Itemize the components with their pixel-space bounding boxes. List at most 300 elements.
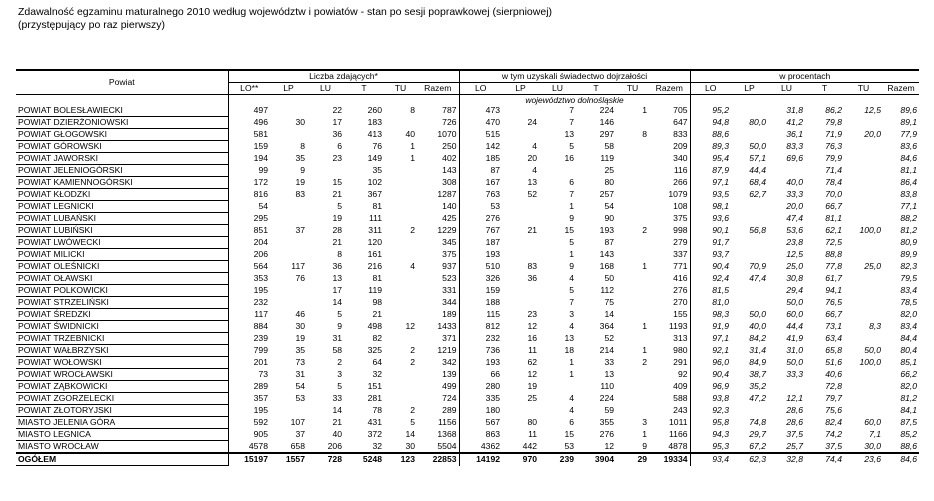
powiat-name: POWIAT POLKOWICKI bbox=[16, 285, 228, 297]
table-row bbox=[16, 153, 919, 165]
zdajacych-cell: 564 bbox=[228, 261, 270, 273]
swiadectwo-cell: 7 bbox=[569, 117, 575, 127]
swiadectwo-cell: 90 bbox=[604, 213, 615, 223]
swiadectwo-cell bbox=[616, 177, 649, 189]
procent-cell bbox=[731, 237, 768, 249]
swiadectwo-cell bbox=[616, 249, 649, 261]
zdajacych-cell: 1156 bbox=[438, 417, 457, 427]
swiadectwo-cell bbox=[502, 405, 539, 417]
procent-cell: 44,4 bbox=[749, 165, 767, 175]
swiadectwo-cell: 7 bbox=[569, 105, 575, 116]
zdajacych-cell: 367 bbox=[367, 189, 382, 199]
subheader-zdajacych-4: TU bbox=[384, 83, 417, 95]
procent-cell: 25,0 bbox=[786, 261, 804, 271]
swiadectwo-cell bbox=[616, 273, 649, 285]
swiadectwo-cell: 980 bbox=[673, 345, 688, 355]
procent-cell bbox=[844, 153, 883, 165]
powiat-name: POWIAT LWÓWECKI bbox=[16, 237, 228, 249]
zdajacych-cell: 40 bbox=[405, 129, 415, 139]
procent-cell: 25,0 bbox=[864, 261, 882, 271]
table-row bbox=[16, 429, 919, 441]
powiat-name: POWIAT WAŁBRZYSKI bbox=[16, 345, 228, 357]
zdajacych-cell bbox=[270, 405, 307, 417]
swiadectwo-cell: 1 bbox=[569, 357, 575, 367]
procent-cell: 28,6 bbox=[786, 417, 804, 427]
procent-cell: 66,7 bbox=[825, 201, 843, 211]
zdajacych-cell: 73 bbox=[295, 357, 305, 367]
procent-cell: 65,8 bbox=[825, 345, 843, 355]
total-row bbox=[16, 453, 919, 466]
region-name-cell bbox=[16, 95, 228, 106]
swiadectwo-cell: 9 bbox=[569, 261, 575, 271]
swiadectwo-cell: 6 bbox=[569, 417, 575, 427]
swiadectwo-cell: 180 bbox=[459, 405, 502, 417]
procent-cell bbox=[731, 249, 768, 261]
zdajacych-cell: 581 bbox=[228, 129, 270, 141]
table-row bbox=[16, 441, 919, 454]
procent-cell: 29,4 bbox=[786, 285, 804, 295]
procent-cell: 40,0 bbox=[786, 177, 804, 187]
swiadectwo-cell: 1 bbox=[569, 369, 575, 379]
swiadectwo-cell: 409 bbox=[673, 381, 688, 391]
swiadectwo-cell: 515 bbox=[459, 129, 502, 141]
powiat-name: POWIAT ŚREDZKI bbox=[16, 309, 228, 321]
zdajacych-cell: 6 bbox=[337, 141, 342, 151]
swiadectwo-cell: 266 bbox=[673, 177, 688, 187]
swiadectwo-cell: 87 bbox=[604, 237, 615, 247]
zdajacych-cell: 2 bbox=[410, 405, 415, 415]
table-row bbox=[16, 285, 919, 297]
swiadectwo-cell: 33 bbox=[604, 357, 615, 367]
zdajacych-cell: 308 bbox=[442, 177, 457, 187]
subheader-procent-3: T bbox=[805, 83, 844, 95]
procent-cell: 41,9 bbox=[786, 333, 804, 343]
procent-cell: 70,0 bbox=[825, 189, 843, 199]
procent-cell: 25,7 bbox=[786, 440, 804, 451]
swiadectwo-cell: 3 bbox=[569, 309, 575, 319]
procent-cell: 50,0 bbox=[786, 297, 804, 307]
zdajacych-cell bbox=[384, 309, 417, 321]
powiat-name: POWIAT LEGNICKI bbox=[16, 201, 228, 213]
zdajacych-cell bbox=[384, 249, 417, 261]
swiadectwo-cell: 280 bbox=[459, 381, 502, 393]
zdajacych-cell: 14 bbox=[332, 405, 342, 415]
zdajacych-cell: 592 bbox=[228, 417, 270, 429]
swiadectwo-cell: 13 bbox=[564, 129, 575, 139]
zdajacych-cell: 431 bbox=[367, 417, 382, 427]
swiadectwo-cell bbox=[616, 381, 649, 393]
procent-cell: 35,2 bbox=[749, 381, 767, 391]
powiat-name: POWIAT LUBIŃSKI bbox=[16, 225, 228, 237]
procent-cell: 92,3 bbox=[690, 405, 731, 417]
procent-cell: 66,2 bbox=[900, 369, 918, 379]
swiadectwo-cell bbox=[502, 237, 539, 249]
procent-cell: 29,7 bbox=[749, 429, 767, 439]
swiadectwo-cell bbox=[616, 333, 649, 345]
procent-cell: 90,4 bbox=[690, 261, 731, 273]
zdajacych-cell: 32 bbox=[372, 369, 382, 379]
procent-cell: 78,4 bbox=[825, 177, 843, 187]
zdajacych-cell: 161 bbox=[367, 249, 382, 259]
procent-cell bbox=[844, 201, 883, 213]
zdajacych-cell: 151 bbox=[367, 381, 382, 391]
swiadectwo-cell: 1079 bbox=[668, 189, 688, 199]
table-row bbox=[16, 381, 919, 393]
swiadectwo-cell: 155 bbox=[673, 309, 688, 319]
procent-cell: 97,1 bbox=[690, 177, 731, 189]
table-row bbox=[16, 261, 919, 273]
zdajacych-cell: 31 bbox=[295, 369, 305, 379]
table-row bbox=[16, 297, 919, 309]
swiadectwo-cell: 108 bbox=[673, 201, 688, 211]
swiadectwo-cell: 812 bbox=[459, 321, 502, 333]
procent-cell bbox=[731, 213, 768, 225]
zdajacych-cell: 36 bbox=[332, 261, 342, 271]
zdajacych-cell: 905 bbox=[228, 429, 270, 441]
zdajacych-cell bbox=[270, 249, 307, 261]
procent-cell: 50,0 bbox=[864, 345, 882, 355]
zdajacych-cell: 120 bbox=[367, 237, 382, 247]
zdajacych-cell: 787 bbox=[442, 105, 457, 116]
subheader-swiadectwo-1: LP bbox=[502, 83, 539, 95]
zdajacych-cell: 799 bbox=[228, 345, 270, 357]
zdajacych-cell: 1 bbox=[410, 141, 415, 151]
swiadectwo-cell: 12 bbox=[604, 440, 615, 451]
zdajacych-cell: 46 bbox=[295, 309, 305, 319]
procent-cell: 89,9 bbox=[900, 249, 918, 259]
swiadectwo-cell: 20 bbox=[527, 153, 538, 163]
zdajacych-cell: 3 bbox=[337, 369, 342, 379]
swiadectwo-cell: 119 bbox=[600, 153, 615, 163]
swiadectwo-cell: 193 bbox=[459, 357, 502, 369]
table-row bbox=[16, 393, 919, 405]
zdajacych-cell: 99 bbox=[228, 165, 270, 177]
table-row bbox=[16, 321, 919, 333]
procent-cell: 90,1 bbox=[690, 225, 731, 237]
swiadectwo-cell: 4 bbox=[569, 321, 575, 331]
zdajacych-cell: 204 bbox=[228, 237, 270, 249]
procent-cell: 82,3 bbox=[900, 261, 918, 271]
table-row bbox=[16, 189, 919, 201]
zdajacych-cell bbox=[384, 333, 417, 345]
procent-cell: 79,5 bbox=[900, 273, 918, 283]
zdajacych-cell: 111 bbox=[368, 213, 382, 223]
swiadectwo-cell: 23 bbox=[527, 309, 538, 319]
swiadectwo-cell: 115 bbox=[459, 309, 502, 321]
procent-cell: 82,0 bbox=[900, 309, 918, 319]
swiadectwo-cell bbox=[539, 165, 576, 177]
swiadectwo-cell: 7 bbox=[569, 189, 575, 199]
zdajacych-cell: 851 bbox=[228, 225, 270, 237]
swiadectwo-cell: 168 bbox=[599, 261, 615, 271]
powiat-name: POWIAT DZIERŻONIOWSKI bbox=[16, 117, 228, 129]
procent-cell: 98,3 bbox=[690, 309, 731, 321]
swiadectwo-cell bbox=[502, 129, 539, 141]
swiadectwo-cell: 224 bbox=[599, 105, 615, 116]
swiadectwo-cell: 4 bbox=[532, 165, 538, 175]
procent-cell: 37,5 bbox=[786, 429, 804, 439]
swiadectwo-cell: 364 bbox=[599, 321, 615, 331]
swiadectwo-cell: 763 bbox=[459, 189, 502, 201]
powiat-name: POWIAT GÓROWSKI bbox=[16, 141, 228, 153]
zdajacych-cell bbox=[384, 273, 417, 285]
zdajacych-cell: 37 bbox=[295, 225, 305, 235]
swiadectwo-cell: 53 bbox=[459, 201, 502, 213]
powiat-name: POWIAT MILICKI bbox=[16, 249, 228, 261]
zdajacych-cell: 295 bbox=[228, 213, 270, 225]
zdajacych-cell: 375 bbox=[442, 249, 457, 259]
swiadectwo-cell: 270 bbox=[673, 297, 688, 307]
swiadectwo-cell: 146 bbox=[599, 117, 615, 127]
swiadectwo-cell: 771 bbox=[673, 261, 688, 271]
procent-cell: 63,4 bbox=[825, 333, 843, 343]
procent-cell: 95,2 bbox=[690, 105, 731, 117]
table-body bbox=[16, 95, 919, 466]
procent-cell: 96,0 bbox=[690, 357, 731, 369]
swiadectwo-cell: 5 bbox=[569, 141, 575, 151]
swiadectwo-cell: 7 bbox=[569, 297, 575, 307]
procent-cell: 31,4 bbox=[749, 345, 767, 355]
header-group-procent: w procentach bbox=[690, 70, 919, 83]
zdajacych-cell: 2 bbox=[410, 225, 415, 235]
procent-cell: 72,8 bbox=[825, 381, 843, 391]
table-row bbox=[16, 237, 919, 249]
zdajacych-cell: 345 bbox=[442, 237, 457, 247]
table-row bbox=[16, 117, 919, 129]
procent-cell: 93,5 bbox=[690, 189, 731, 201]
swiadectwo-cell: 21 bbox=[527, 225, 538, 235]
procent-cell: 47,4 bbox=[749, 273, 767, 283]
zdajacych-cell: 9 bbox=[337, 321, 342, 331]
title-line-1: Zdawalność egzaminu maturalnego 2010 według województw i powiatów - stan po sesji poprawkowej (sierpniowej) bbox=[18, 6, 553, 18]
procent-cell: 81,1 bbox=[825, 213, 843, 223]
procent-cell bbox=[844, 405, 883, 417]
zdajacych-cell: 76 bbox=[295, 273, 305, 283]
procent-cell: 79,7 bbox=[825, 393, 843, 403]
swiadectwo-cell: 970 bbox=[502, 453, 539, 466]
zdajacych-cell: 102 bbox=[367, 177, 382, 187]
zdajacych-cell: 1433 bbox=[437, 321, 457, 331]
powiat-name: OGÓŁEM bbox=[16, 453, 228, 466]
procent-cell: 80,4 bbox=[900, 345, 918, 355]
swiadectwo-cell: 4362 bbox=[459, 441, 502, 454]
swiadectwo-cell: 12 bbox=[527, 321, 538, 331]
procent-cell bbox=[844, 393, 883, 405]
procent-cell: 84,6 bbox=[883, 453, 919, 466]
swiadectwo-cell: 473 bbox=[459, 105, 502, 117]
zdajacych-cell: 36 bbox=[332, 129, 342, 139]
procent-cell bbox=[844, 177, 883, 189]
procent-cell: 84,1 bbox=[900, 405, 918, 415]
zdajacych-cell: 816 bbox=[228, 189, 270, 201]
procent-cell: 83,4 bbox=[900, 321, 918, 331]
zdajacych-cell: 658 bbox=[290, 440, 305, 451]
table-row bbox=[16, 213, 919, 225]
zdajacych-cell: 1219 bbox=[437, 345, 457, 355]
swiadectwo-cell: 80 bbox=[527, 417, 538, 427]
swiadectwo-cell: 1166 bbox=[669, 429, 688, 439]
zdajacych-cell: 1229 bbox=[437, 225, 457, 235]
procent-cell: 93,7 bbox=[690, 249, 731, 261]
procent-cell: 50,0 bbox=[786, 357, 804, 367]
zdajacych-cell bbox=[384, 237, 417, 249]
procent-cell: 79,9 bbox=[825, 153, 843, 163]
swiadectwo-cell: 11 bbox=[528, 345, 538, 355]
swiadectwo-cell: 62 bbox=[527, 357, 538, 367]
zdajacych-cell: 78 bbox=[372, 405, 382, 415]
zdajacych-cell: 260 bbox=[367, 105, 382, 116]
procent-cell: 36,1 bbox=[786, 129, 804, 139]
zdajacych-cell bbox=[307, 165, 344, 177]
procent-cell: 93,8 bbox=[690, 393, 731, 405]
swiadectwo-cell bbox=[616, 153, 649, 165]
zdajacych-cell: 1368 bbox=[437, 429, 457, 439]
powiat-name: POWIAT KAMIENNOGÓRSKI bbox=[16, 177, 228, 189]
powiat-name: POWIAT ZGORZELECKI bbox=[16, 393, 228, 405]
swiadectwo-cell: 52 bbox=[604, 333, 615, 343]
subheader-procent-0: LO bbox=[690, 83, 731, 95]
procent-cell: 61,7 bbox=[825, 273, 843, 283]
swiadectwo-cell: 1 bbox=[642, 105, 648, 116]
zdajacych-cell: 5 bbox=[337, 309, 342, 319]
subheader-procent-5: Razem bbox=[883, 83, 919, 95]
procent-cell: 67,2 bbox=[749, 440, 767, 451]
procent-cell: 12,5 bbox=[786, 249, 804, 259]
zdajacych-cell: 201 bbox=[228, 357, 270, 369]
procent-cell: 87,9 bbox=[690, 165, 731, 177]
zdajacych-cell bbox=[270, 285, 307, 297]
swiadectwo-cell: 313 bbox=[673, 333, 688, 343]
zdajacych-cell: 139 bbox=[442, 369, 457, 379]
procent-cell bbox=[844, 285, 883, 297]
zdajacych-cell: 5 bbox=[337, 381, 342, 391]
swiadectwo-cell: 143 bbox=[599, 249, 615, 259]
swiadectwo-cell: 705 bbox=[673, 105, 688, 116]
zdajacych-cell: 342 bbox=[442, 357, 457, 367]
swiadectwo-cell: 1 bbox=[569, 201, 575, 211]
procent-cell: 73,1 bbox=[825, 321, 843, 331]
zdajacych-cell: 232 bbox=[228, 297, 270, 309]
results-table bbox=[16, 69, 919, 466]
swiadectwo-cell: 1 bbox=[642, 321, 648, 331]
zdajacych-cell: 19 bbox=[295, 333, 305, 343]
procent-cell: 74,2 bbox=[825, 429, 843, 439]
region-label: województwo dolnośląskie bbox=[459, 95, 690, 106]
procent-cell: 23,6 bbox=[844, 453, 883, 466]
procent-cell: 23,8 bbox=[786, 237, 804, 247]
procent-cell: 96,9 bbox=[690, 381, 731, 393]
zdajacych-cell bbox=[384, 189, 417, 201]
procent-cell: 68,4 bbox=[749, 177, 767, 187]
swiadectwo-cell: 416 bbox=[673, 273, 688, 283]
procent-cell: 90,4 bbox=[690, 369, 731, 381]
subheader-zdajacych-0: LO** bbox=[228, 83, 270, 95]
procent-cell: 83,4 bbox=[900, 285, 918, 295]
subheader-swiadectwo-5: Razem bbox=[649, 83, 690, 95]
procent-cell bbox=[844, 237, 883, 249]
swiadectwo-cell: 276 bbox=[459, 213, 502, 225]
procent-cell: 72,5 bbox=[825, 237, 843, 247]
table-row bbox=[16, 357, 919, 369]
swiadectwo-cell: 3 bbox=[642, 417, 648, 427]
zdajacych-cell bbox=[384, 165, 417, 177]
report-title bbox=[18, 6, 552, 32]
zdajacych-cell: 937 bbox=[442, 261, 457, 271]
zdajacych-cell: 189 bbox=[442, 309, 457, 319]
procent-cell bbox=[768, 381, 805, 393]
procent-cell: 8,3 bbox=[869, 321, 882, 331]
table-row bbox=[16, 273, 919, 285]
swiadectwo-cell: 470 bbox=[459, 117, 502, 129]
procent-cell: 77,9 bbox=[900, 129, 918, 139]
zdajacych-cell: 216 bbox=[367, 261, 382, 271]
swiadectwo-cell: 567 bbox=[459, 417, 502, 429]
procent-cell bbox=[844, 309, 883, 321]
zdajacych-cell: 1 bbox=[410, 153, 415, 163]
header-group-zdajacych: Liczba zdających* bbox=[228, 70, 459, 83]
zdajacych-cell: 8 bbox=[300, 141, 305, 151]
swiadectwo-cell: 297 bbox=[599, 129, 615, 139]
swiadectwo-cell bbox=[616, 405, 649, 417]
powiat-name: POWIAT JELENIOGÓRSKI bbox=[16, 165, 228, 177]
procent-cell: 60,0 bbox=[786, 309, 804, 319]
procent-cell: 51,6 bbox=[825, 357, 843, 367]
table-row bbox=[16, 225, 919, 237]
swiadectwo-cell: 110 bbox=[600, 381, 615, 391]
procent-cell: 78,5 bbox=[900, 297, 918, 307]
swiadectwo-cell: 87 bbox=[459, 165, 502, 177]
zdajacych-cell: 58 bbox=[332, 345, 342, 355]
zdajacych-cell: 119 bbox=[368, 285, 382, 295]
procent-cell: 12,5 bbox=[864, 105, 882, 116]
subheader-procent-4: TU bbox=[844, 83, 883, 95]
swiadectwo-cell: 16 bbox=[527, 333, 538, 343]
zdajacych-cell: 5 bbox=[337, 201, 342, 211]
zdajacych-cell: 15197 bbox=[228, 453, 270, 466]
swiadectwo-cell: 767 bbox=[459, 225, 502, 237]
zdajacych-cell: 331 bbox=[442, 285, 457, 295]
zdajacych-cell: 149 bbox=[367, 153, 382, 163]
table-row bbox=[16, 201, 919, 213]
swiadectwo-cell bbox=[502, 105, 539, 117]
subheader-swiadectwo-0: LO bbox=[459, 83, 502, 95]
swiadectwo-cell: 159 bbox=[459, 285, 502, 297]
swiadectwo-cell: 112 bbox=[600, 285, 615, 295]
procent-cell: 84,9 bbox=[749, 357, 767, 367]
zdajacych-cell: 425 bbox=[442, 213, 457, 223]
swiadectwo-cell bbox=[539, 381, 576, 393]
procent-cell: 76,3 bbox=[825, 141, 843, 151]
zdajacych-cell: 22853 bbox=[417, 453, 459, 466]
procent-cell: 75,6 bbox=[825, 405, 843, 415]
swiadectwo-cell: 6 bbox=[569, 177, 575, 187]
procent-cell: 81,5 bbox=[690, 285, 731, 297]
swiadectwo-cell: 4878 bbox=[668, 440, 688, 451]
swiadectwo-cell: 1011 bbox=[669, 417, 688, 427]
procent-cell: 100,0 bbox=[859, 357, 882, 367]
procent-cell: 80,9 bbox=[900, 237, 918, 247]
procent-cell bbox=[844, 165, 883, 177]
zdajacych-cell: 206 bbox=[327, 440, 342, 451]
swiadectwo-cell: 142 bbox=[459, 141, 502, 153]
powiat-name: POWIAT KŁODZKI bbox=[16, 189, 228, 201]
swiadectwo-cell: 2 bbox=[642, 357, 648, 367]
swiadectwo-cell: 588 bbox=[673, 393, 688, 403]
subheader-swiadectwo-4: TU bbox=[616, 83, 649, 95]
swiadectwo-cell: 15 bbox=[564, 225, 575, 235]
zdajacych-cell: 32 bbox=[372, 440, 382, 451]
procent-cell: 88,8 bbox=[825, 249, 843, 259]
